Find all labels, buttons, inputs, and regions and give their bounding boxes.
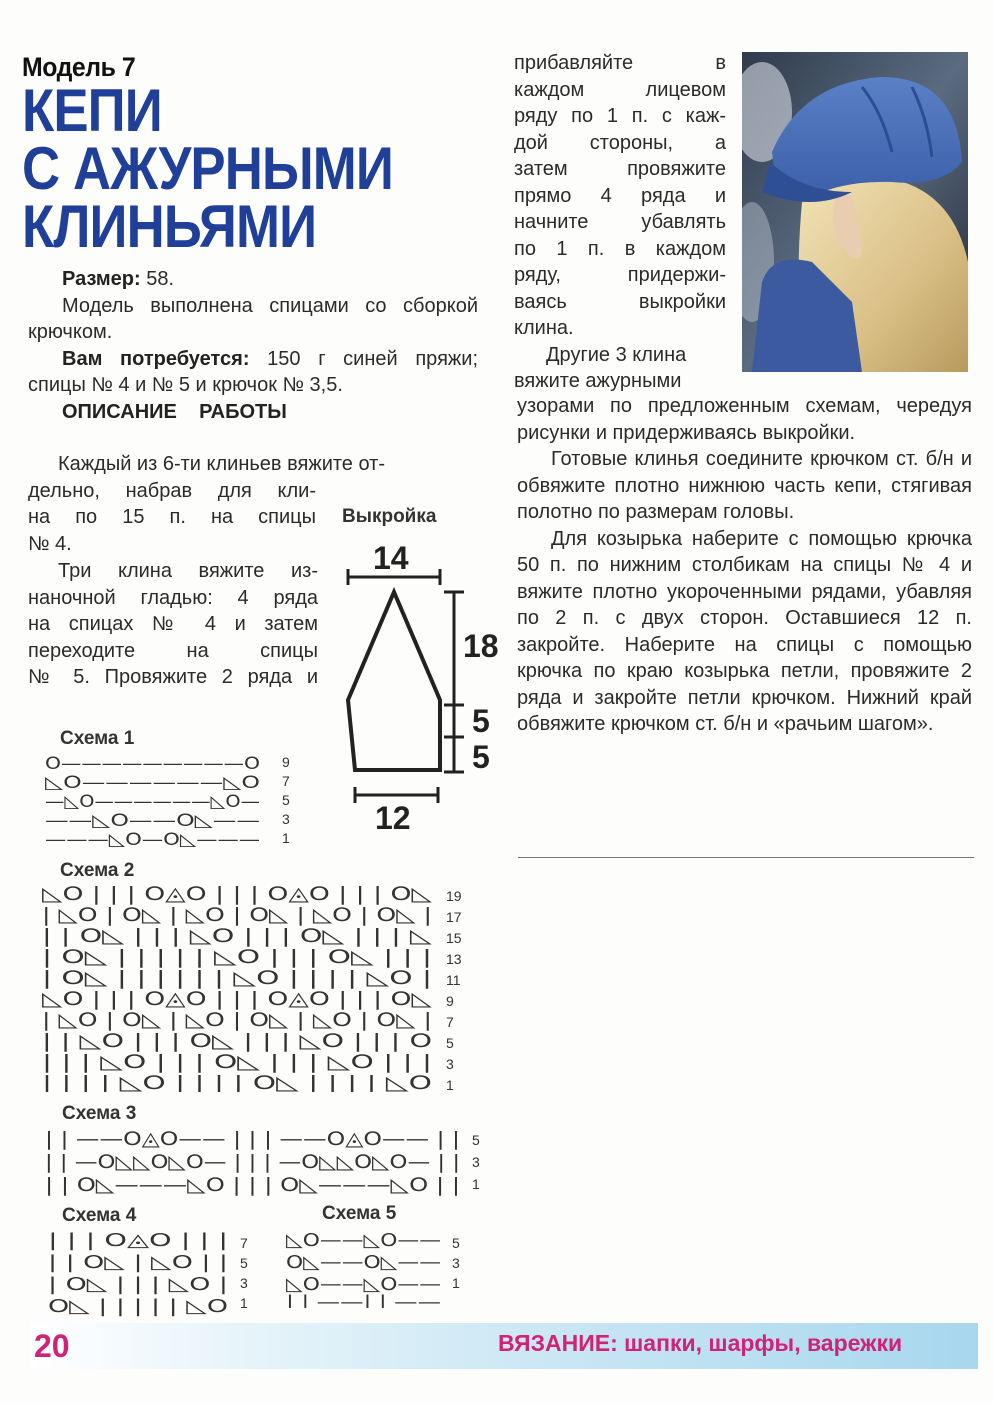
pattern-label: Выкройка — [342, 506, 437, 527]
scheme-4-chart — [48, 1228, 238, 1323]
scheme-5-rows — [452, 1233, 460, 1293]
row-number: 3 — [446, 1056, 454, 1072]
row-number: 7 — [446, 1014, 454, 1030]
p2-line: на спицах № 4 и затем — [28, 613, 318, 635]
p1-line: на по 15 п. на спицы — [28, 506, 316, 528]
svg-text:———◺O—O◺———: ———◺O—O◺——— — [45, 830, 260, 848]
svg-text:| ◺O | O◺ | ◺O | O◺ | ◺O | O◺: | ◺O | O◺ | ◺O | O◺ | ◺O | O◺ | — [42, 1009, 433, 1031]
svg-text:◺O——————◺O: ◺O——————◺O — [45, 773, 260, 793]
svg-text:| O◺ | | | | | ◺O | | | O◺ | |: | O◺ | | | | | ◺O | | | O◺ | | | — [42, 946, 432, 968]
row-number: 1 — [240, 1295, 248, 1311]
svg-text:| | ◺O | | | O◺ | | | ◺O | | |: | | ◺O | | | O◺ | | | ◺O | | | O — [42, 1030, 432, 1052]
svg-text:O—————————O: O—————————O — [45, 754, 260, 774]
row-number: 1 — [452, 1275, 460, 1291]
title-line-1: КЕПИ — [22, 77, 162, 144]
model-number: Модель 7 — [22, 52, 136, 82]
row-number: 1 — [282, 830, 290, 846]
scheme-1-rows — [282, 753, 290, 848]
size-value: 58. — [146, 268, 175, 290]
scheme-2-symbols — [42, 882, 442, 1092]
row-number: 15 — [446, 930, 462, 946]
rc-line: по 1 п. в каждом — [514, 237, 726, 260]
svg-text:| | —O◺◺O◺O— | | | —O◺◺O◺O— |: | | —O◺◺O◺O— | | | —O◺◺O◺O— | | — [45, 1151, 460, 1173]
need-text: 150 г синей пряжи; спицы № 4 и № 5 и крючок № 3,5. — [28, 347, 479, 396]
scheme-3-chart — [45, 1126, 465, 1201]
p1-line: Каждый из 6-ти клиньев вяжите от- — [58, 453, 385, 475]
row-number: 7 — [282, 773, 290, 789]
p1-line: дельно, набрав для кли- — [28, 479, 316, 502]
svg-text:| | | O◬O | | |: | | | O◬O | | | — [48, 1230, 228, 1251]
scheme-4-label: Схема 4 — [62, 1205, 137, 1226]
p2-rest: узорами по предложенным схемам, чередуя рисунки и придерживаясь выкройки. — [517, 395, 972, 444]
footer-title — [498, 1330, 902, 1357]
svg-text:| | | | ◺O | | | | O◺ | | | |: | | | | ◺O | | | | O◺ | | | | ◺O — [42, 1072, 432, 1092]
rc-line: каждом лицевом — [514, 78, 726, 101]
right-column-top — [514, 50, 726, 395]
scheme-3-rows — [472, 1129, 480, 1195]
title-line-2: С АЖУРНЫМИ — [22, 135, 393, 202]
scheme-2-chart — [42, 882, 442, 1097]
dim-height-mid: 5 — [472, 703, 490, 739]
row-number: 5 — [472, 1132, 480, 1148]
paragraph-2 — [28, 558, 318, 691]
row-number: 9 — [446, 993, 454, 1009]
svg-text:◺O | | | O◬O | | | O◬O | | | O: ◺O | | | O◬O | | | O◬O | | | O◺ — [42, 883, 433, 905]
row-number: 19 — [446, 888, 462, 904]
row-number: 5 — [452, 1235, 460, 1251]
p2-line: № 5. Провяжите 2 ряда и — [28, 666, 318, 688]
svg-text:——◺O——O◺——: ——◺O——O◺—— — [45, 811, 260, 831]
p3-text: Готовые клинья соедините крючком ст. б/н и обвяжите плотно нижнюю часть кепи, стягивая полотно по размерам головы. — [517, 448, 972, 523]
svg-text:| | O◺ | ◺O | |: | | O◺ | ◺O | | — [48, 1252, 228, 1273]
title-line-3: КЛИНЬЯМИ — [22, 193, 317, 260]
page-number: 20 — [34, 1328, 70, 1364]
row-number: 11 — [446, 972, 461, 988]
p1-line: № 4. — [28, 532, 72, 555]
svg-text:| | ——O◬O—— | | | ——O◬O—— | |: | | ——O◬O—— | | | ——O◬O—— | | — [45, 1128, 460, 1150]
rc-line: вяжите ажурными — [514, 370, 682, 392]
scheme-1-label: Схема 1 — [60, 728, 135, 749]
right-column-text — [517, 393, 972, 738]
footer-subtitle: шапки, шарфы, варежки — [617, 1330, 903, 1356]
svg-text:| ◺O | O◺ | ◺O | O◺ | ◺O | O◺: | ◺O | O◺ | ◺O | O◺ | ◺O | O◺ | — [42, 904, 433, 926]
rc-line: Другие 3 клина — [546, 343, 687, 366]
rc-line: прямо 4 ряда и — [514, 184, 726, 207]
row-number: 5 — [240, 1255, 248, 1271]
intro-block — [28, 266, 478, 425]
scheme-3-label: Схема 3 — [62, 1103, 137, 1124]
svg-text:O◺ | | | | | ◺O: O◺ | | | | | ◺O — [48, 1296, 228, 1317]
row-number: 13 — [446, 951, 462, 967]
svg-text:—◺O——————◺O—: —◺O——————◺O— — [45, 792, 260, 812]
svg-text:| | O◺ | | | ◺O | | | O◺ | | |: | | O◺ | | | ◺O | | | O◺ | | | ◺ — [42, 925, 433, 947]
row-number: 1 — [472, 1176, 480, 1192]
article-title — [22, 77, 393, 260]
wedge-pattern-diagram — [330, 540, 530, 840]
rc-line: ваясь выкройки — [514, 290, 726, 313]
row-number: 3 — [240, 1275, 248, 1291]
svg-text:| | ——| | ——: | | ——| | —— — [286, 1292, 441, 1308]
rc-line: клина. — [514, 317, 574, 339]
dim-height-low: 5 — [472, 739, 490, 775]
row-number: 9 — [282, 754, 290, 770]
scheme-5-symbols — [286, 1228, 446, 1308]
row-number: 1 — [446, 1077, 454, 1093]
description-title: ОПИСАНИЕ РАБОТЫ — [62, 400, 287, 423]
scheme-5-label: Схема 5 — [322, 1203, 397, 1224]
p2-line: Три клина вяжите из- — [58, 560, 318, 582]
scheme-5-chart — [286, 1228, 446, 1313]
scheme-1-chart — [45, 752, 285, 853]
svg-text:| O◺ | | | ◺O |: | O◺ | | | ◺O | — [48, 1274, 228, 1295]
row-number: 7 — [240, 1235, 248, 1251]
rc-line: дой стороны, а — [514, 131, 726, 154]
svg-text:◺O——◺O——: ◺O——◺O—— — [286, 1274, 441, 1295]
row-number: 5 — [282, 792, 290, 808]
photo-illustration — [742, 52, 968, 372]
svg-text:| | O◺———◺O | | | O◺———◺O | |: | | O◺———◺O | | | O◺———◺O | | — [45, 1174, 460, 1196]
model-text: Модель выполнена спицами со сборкой крючком. — [28, 294, 478, 343]
p2-line: наночной гладью: 4 ряда — [28, 586, 318, 609]
scheme-3-symbols — [45, 1126, 465, 1196]
svg-text:◺O——◺O——: ◺O——◺O—— — [286, 1230, 441, 1251]
dim-bottom: 12 — [375, 800, 411, 836]
rc-line: затем провяжите — [514, 158, 726, 180]
svg-text:| O◺ | | | | | | ◺O | | | | ◺O: | O◺ | | | | | | ◺O | | | | ◺O | — [42, 967, 432, 989]
rc-line: начните убавлять — [514, 211, 726, 233]
need-label: Вам потребуется: — [62, 347, 250, 370]
footer-brand: ВЯЗАНИЕ: — [498, 1330, 618, 1356]
divider — [518, 857, 974, 858]
size-label: Размер: — [62, 268, 141, 290]
hat-photo — [742, 52, 968, 372]
rc-line: прибавляйте в — [514, 52, 726, 74]
row-number: 3 — [282, 811, 290, 827]
scheme-2-rows — [446, 886, 462, 1096]
svg-text:| | | ◺O | | | O◺ | | | ◺O | |: | | | ◺O | | | O◺ | | | ◺O | | | — [42, 1051, 432, 1073]
row-number: 17 — [446, 909, 462, 925]
row-number: 5 — [446, 1035, 454, 1051]
scheme-4-symbols — [48, 1228, 238, 1318]
scheme-2-label: Схема 2 — [60, 860, 135, 881]
dim-height-main: 18 — [463, 628, 499, 664]
rc-line: ряду, придержи- — [514, 264, 726, 286]
svg-text:◺O | | | O◬O | | | O◬O | | | O: ◺O | | | O◬O | | | O◬O | | | O◺ — [42, 988, 433, 1010]
svg-text:O◺——O◺——: O◺——O◺—— — [286, 1252, 441, 1273]
p4-text: Для козырька наберите с помощью крючка 50 п. по нижним столбикам на спицы № 4 и вяжите плотно укороченными рядами, убавляя по 2 п. с двух сторон. Оставшиеся 12 п. закройте. Наберите на спицы с помощью крючка по краю козырька петли, провяжите 2 ряда и закройте петли крючком. Нижний край обвяжите крючком ст. б/н и «рачьим шагом». — [517, 527, 972, 735]
dim-top: 14 — [373, 540, 409, 576]
p2-line: переходите на спицы — [28, 639, 318, 662]
scheme-4-rows — [240, 1233, 248, 1313]
row-number: 3 — [472, 1154, 480, 1170]
row-number: 3 — [452, 1255, 460, 1271]
scheme-1-symbols — [45, 752, 285, 848]
rc-line: ряду по 1 п. с каж- — [514, 105, 726, 127]
